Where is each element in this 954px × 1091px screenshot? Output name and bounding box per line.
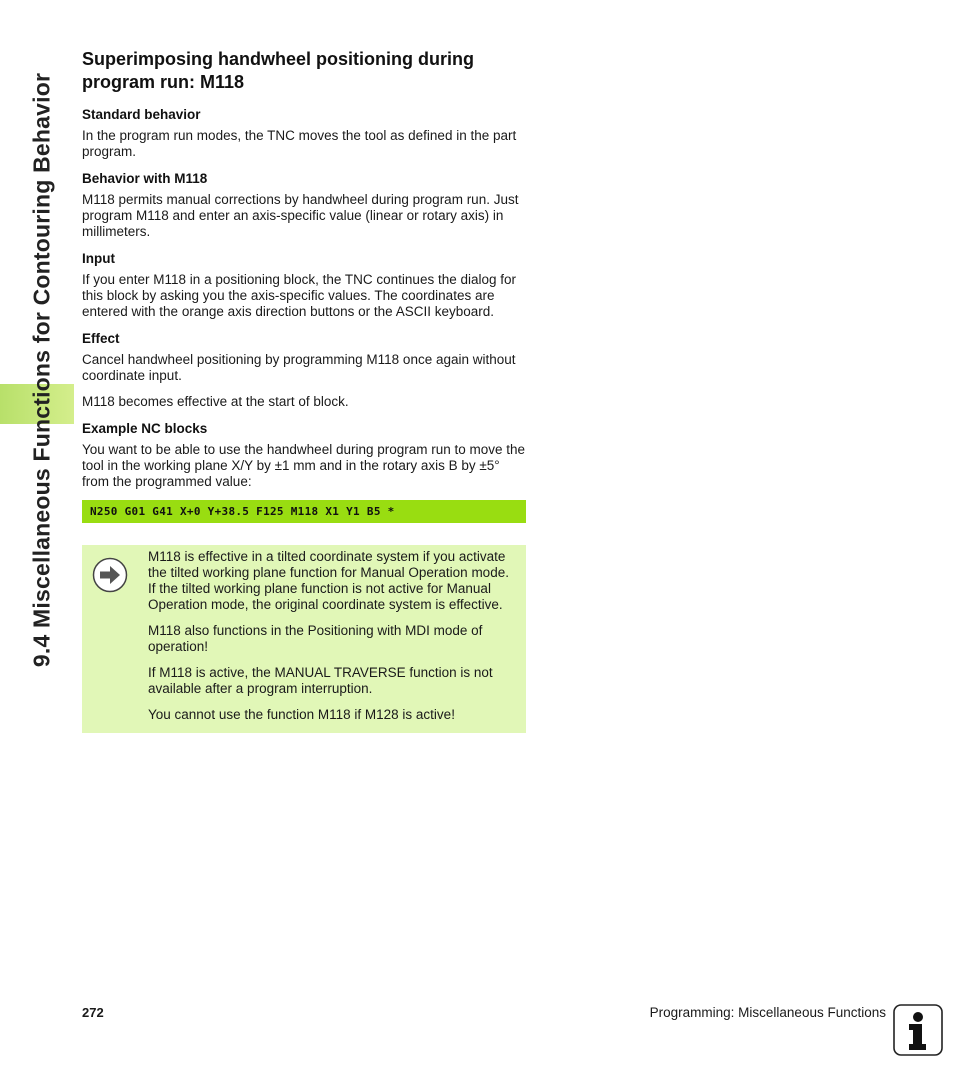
note-paragraph-3: If M118 is active, the MANUAL TRAVERSE function is not available after a program interruption. — [148, 665, 493, 696]
section-heading-standard: Standard behavior — [82, 107, 201, 122]
page-number: 272 — [82, 1005, 104, 1020]
page-content — [82, 48, 526, 733]
section-text-effect-1: Cancel handwheel positioning by programming M118 once again without coordinate input. — [82, 352, 516, 383]
note-paragraph-2: M118 also functions in the Positioning with MDI mode of operation! — [148, 623, 483, 654]
side-section-title: 9.4 Miscellaneous Functions for Contouring Behavior — [28, 72, 55, 668]
section-text-standard: In the program run modes, the TNC moves the tool as defined in the part program. — [82, 128, 517, 159]
page-title: Superimposing handwheel positioning during program run: M118 — [82, 49, 474, 92]
footer-chapter: Programming: Miscellaneous Functions — [649, 1005, 886, 1020]
info-icon[interactable] — [893, 1004, 943, 1056]
section-heading-behavior: Behavior with M118 — [82, 171, 208, 186]
section-text-example: You want to be able to use the handwheel during program run to move the tool in the working plane X/Y by ±1 mm and in the rotary axis B by ±5° from the programmed value: — [82, 442, 526, 489]
section-text-effect-2: M118 becomes effective at the start of block. — [82, 394, 349, 409]
section-text-behavior: M118 permits manual corrections by handwheel during program run. Just program M118 and enter an axis-specific value (linear or rotary axis) in millimeters. — [82, 192, 519, 239]
note-paragraph-4: You cannot use the function M118 if M128 is active! — [148, 707, 455, 722]
note-paragraph-1: M118 is effective in a tilted coordinate system if you activate the tilted working plane function for Manual Operation mode. If the tilted working plane function is not active for Manual Operation mode, the original coordinate system is effective. — [148, 549, 509, 612]
section-text-input: If you enter M118 in a positioning block, the TNC continues the dialog for this block by asking you the axis-specific values. The coordinates are entered with the orange axis direction buttons or the ASCII keyboard. — [82, 272, 517, 319]
arrow-right-icon — [92, 557, 128, 593]
section-heading-effect: Effect — [82, 331, 120, 346]
nc-code-block: N250 G01 G41 X+0 Y+38.5 F125 M118 X1 Y1 B5 * — [82, 500, 526, 523]
section-heading-input: Input — [82, 251, 115, 266]
note-box — [82, 545, 526, 733]
section-heading-example: Example NC blocks — [82, 421, 208, 436]
